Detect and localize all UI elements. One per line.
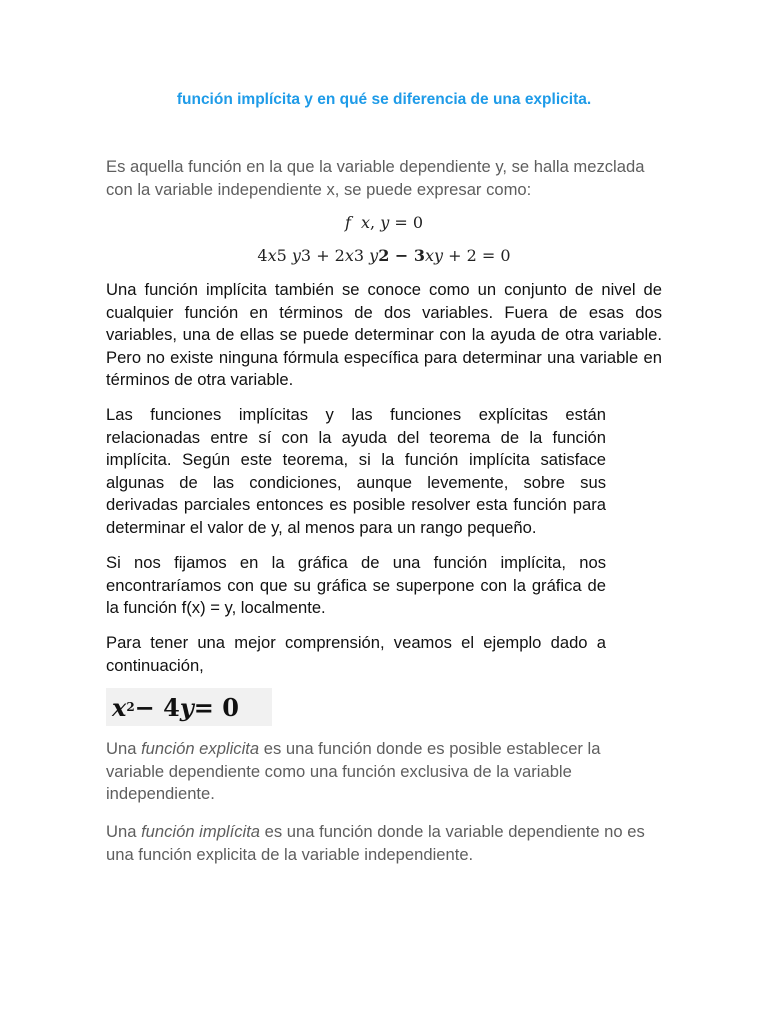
eq2-term: 3 + 2 <box>300 246 345 265</box>
eq2-term: x <box>267 246 277 265</box>
intro-paragraph: Es aquella función en la que la variable dependiente y, se halla mezclada con la variable independiente x, se puede expresar como: <box>106 157 645 199</box>
def-explicit-text: es una función donde es posible establecer la variable dependiente como una función exclusiva de la variable independiente. <box>106 739 601 803</box>
paragraph-theorem: Las funciones implícitas y las funciones explícitas están relacionadas entre sí con la ayuda del teorema de la función implícita. Según este teorema, si la función implícita satisface algunas de las condiciones, aunque levemente, sobre sus derivadas parciales entonces es posible resolver esta función para determinar el valor de y, al menos para un rango pequeño. <box>106 405 606 537</box>
eq2-term: 4 <box>257 246 268 265</box>
paragraph-level-set: Una función implícita también se conoce como un conjunto de nivel de cualquier función en términos de dos variables. Fuera de esas dos variables, una de ellas se puede determinar con la ayuda de otra variable. Pero no existe ninguna fórmula específica para determinar una variable en términos de otra variable. <box>106 280 662 389</box>
ex-exponent: 2 <box>126 700 135 714</box>
eq1-f: f <box>344 213 351 232</box>
paragraph-graph: Si nos fijamos en la gráfica de una función implícita, nos encontraríamos con que su gráfica se superpone con la gráfica de la función f(x) = y, localmente. <box>106 553 606 617</box>
ex-minus-four: − 4 <box>134 692 180 722</box>
eq2-term: + 2 = 0 <box>443 246 511 265</box>
def-implicit-prefix: Una <box>106 822 142 841</box>
eq2-term: y <box>291 246 301 265</box>
ex-equals-zero: = 0 <box>193 692 239 722</box>
def-implicit-term: función implícita <box>141 822 261 841</box>
def-explicit-term: función explicita <box>141 739 260 758</box>
eq2-term: 3 <box>353 246 370 265</box>
equation-example-polynomial <box>0 246 768 265</box>
eq2-term: 5 <box>276 246 292 265</box>
eq2-term: y <box>369 246 379 265</box>
equation-implicit-form <box>0 213 768 232</box>
eq1-sep: , <box>370 213 381 232</box>
eq1-y: y <box>380 213 390 232</box>
eq1-x: x <box>361 213 371 232</box>
eq2-term: 2 − 3 <box>378 246 426 265</box>
eq1-rhs: = 0 <box>389 213 424 232</box>
def-explicit-prefix: Una <box>106 739 142 758</box>
paragraph-example-intro: Para tener una mejor comprensión, veamos el ejemplo dado a continuación, <box>106 633 606 675</box>
document-title: función implícita y en qué se diferencia de una explicita. <box>176 91 592 108</box>
eq2-term: x <box>344 246 354 265</box>
definition-implicit <box>106 821 646 866</box>
def-implicit-text: es una función donde la variable dependiente no es una función explicita de la variable independiente. <box>106 822 645 864</box>
definition-explicit <box>106 738 646 806</box>
example-equation-image <box>106 688 272 726</box>
ex-y: y <box>179 692 194 722</box>
ex-x: x <box>112 692 127 722</box>
eq2-term: xy <box>425 246 444 265</box>
